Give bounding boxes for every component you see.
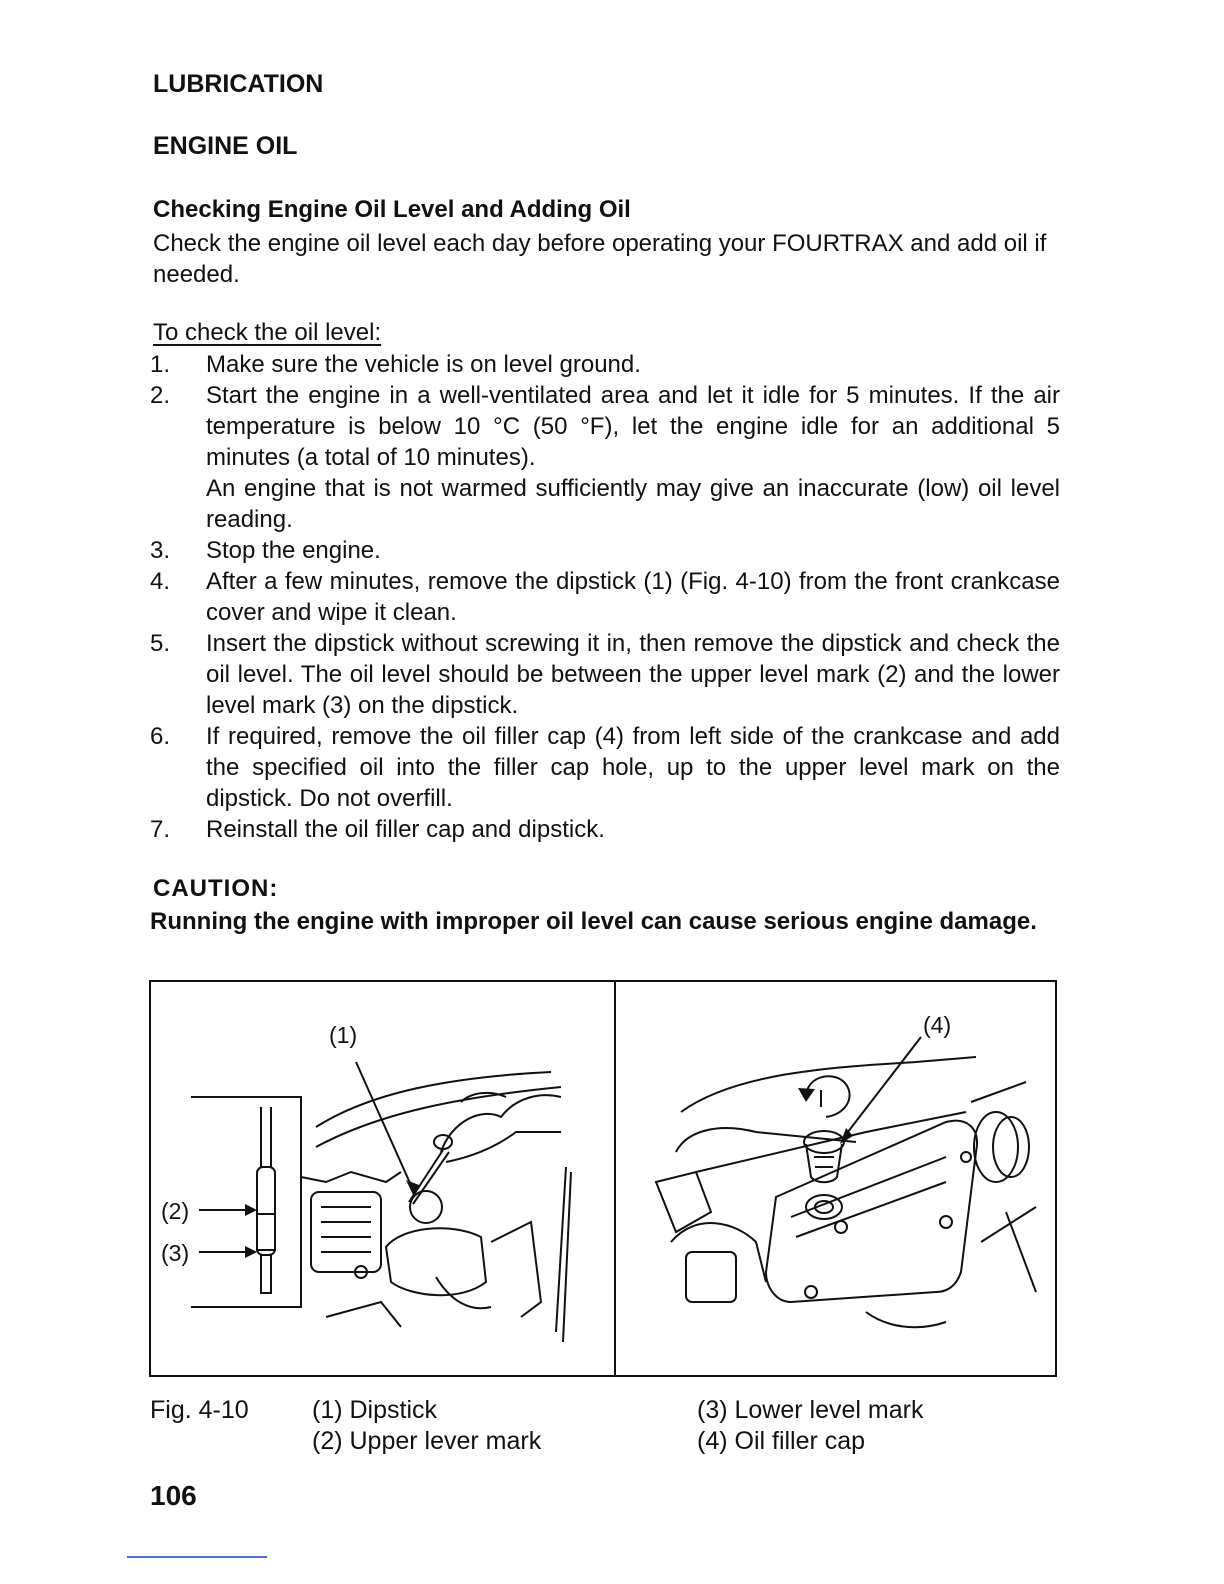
step-number: 7. (150, 816, 171, 843)
step-item (150, 535, 1060, 566)
step-text: Stop the engine. (206, 537, 381, 564)
steps-list (150, 349, 1060, 845)
step-item (150, 814, 1060, 845)
step-number: 3. (150, 537, 171, 564)
caution-text: Running the engine with improper oil level can cause serious engine damage. (150, 908, 1037, 935)
step-number: 1. (150, 351, 171, 378)
step-item (150, 349, 1060, 380)
callout-4: (4) (923, 1012, 952, 1038)
dipstick-illustration (151, 982, 614, 1375)
procedure-heading: Checking Engine Oil Level and Adding Oil (153, 196, 631, 223)
figure-label: Fig. 4-10 (150, 1396, 249, 1424)
legend-item-lower-mark: (3) Lower level mark (697, 1396, 924, 1424)
subsection-heading: ENGINE OIL (153, 132, 298, 160)
legend-item-upper-mark: (2) Upper lever mark (312, 1427, 542, 1455)
step-text: Make sure the vehicle is on level ground. (206, 351, 641, 378)
step-number: 4. (150, 568, 171, 595)
page-number: 106 (150, 1480, 197, 1511)
step-text: Insert the dipstick without screwing it in, then remove the dipstick and check the oil level. The oil level should be between the upper level mark (2) and the lower level mark (3) on the dipstick. (206, 630, 1060, 719)
intro-paragraph: Check the engine oil level each day before operating your FOURTRAX and add oil if needed. (153, 230, 1047, 288)
legend-column-left (312, 1395, 541, 1457)
step-number: 5. (150, 630, 171, 657)
filler-cap-illustration (616, 982, 1055, 1375)
step-text: Reinstall the oil filler cap and dipstick. (206, 816, 605, 843)
step-text: After a few minutes, remove the dipstick (1) (Fig. 4-10) from the front crankcase cover and wipe it clean. (206, 568, 1060, 626)
step-item (150, 566, 1060, 628)
step-text: If required, remove the oil filler cap (4) from left side of the crankcase and add the specified oil into the filler cap hole, up to the upper level mark on the dipstick. Do not overfill. (206, 723, 1060, 812)
step-item (150, 628, 1060, 721)
steps-title: To check the oil level: (153, 319, 382, 346)
step-number: 2. (150, 382, 171, 409)
callout-2: (2) (161, 1198, 190, 1224)
step-note: An engine that is not warmed sufficiently may give an inaccurate (low) oil level reading. (206, 475, 1060, 533)
legend-item-filler-cap: (4) Oil filler cap (697, 1427, 866, 1455)
step-text: Start the engine in a well-ventilated area and let it idle for 5 minutes. If the air temperature is below 10 °C (50 °F), let the engine idle for an additional 5 minutes (a total of 10 minutes). (206, 382, 1060, 471)
legend-item-dipstick: (1) Dipstick (312, 1396, 438, 1424)
section-heading: LUBRICATION (153, 70, 324, 98)
figure-4-10 (149, 980, 1057, 1377)
bottom-rule (127, 1556, 267, 1558)
step-number: 6. (150, 723, 171, 750)
callout-3: (3) (161, 1240, 190, 1266)
caution-label: CAUTION: (153, 875, 279, 902)
legend-column-right (697, 1395, 923, 1457)
callout-1: (1) (329, 1022, 358, 1048)
step-item (150, 721, 1060, 814)
step-item (150, 380, 1060, 535)
